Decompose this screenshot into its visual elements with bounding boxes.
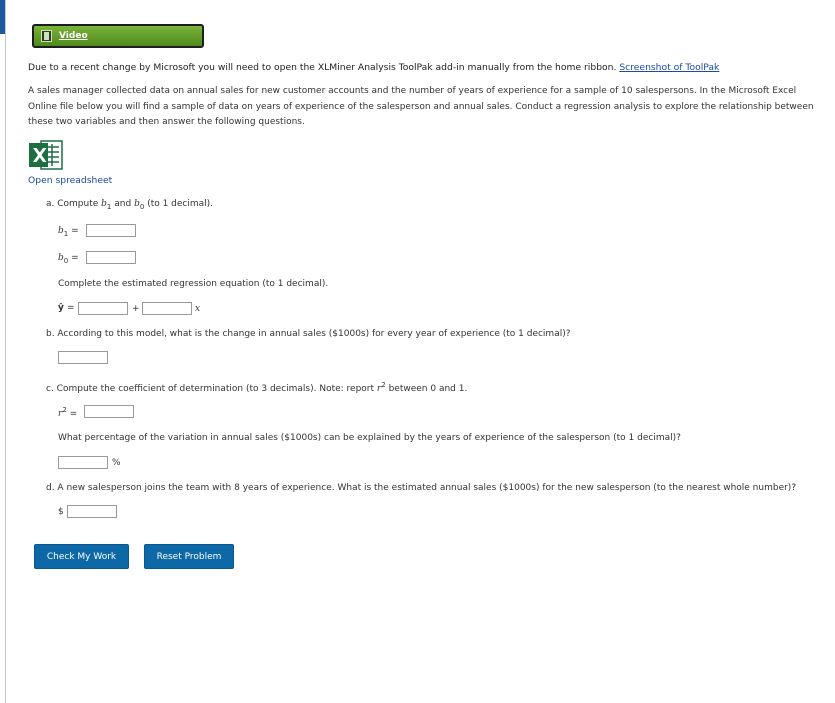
b1-var: b — [101, 199, 107, 209]
part-d-input[interactable] — [67, 505, 117, 518]
film-icon — [41, 30, 52, 42]
b0-eq: = — [71, 253, 79, 263]
part-c-suffix: between 0 and 1. — [388, 384, 468, 394]
part-d-prompt: d. A new salesperson joins the team with 8 years of experience. What is the estimated annual sales ($1000s) for the new salesperson (to the nearest whole number)? — [46, 483, 797, 493]
reset-problem-button[interactable]: Reset Problem — [144, 544, 234, 569]
toolpak-notice — [28, 62, 818, 74]
r2-input[interactable] — [84, 405, 134, 418]
part-a-prompt — [46, 199, 213, 211]
problem-intro: A sales manager collected data on annual sales for new customer accounts and the number of years of experience for a sample of 10 salespersons. In the Microsoft Excel Online file below you will find a sample of data on years of experience of the salesperson and annual sales. Conduct a regression analysis to explore the relationship between these two variables and then answer the following questions. — [28, 86, 814, 127]
b0-label-var: b — [58, 253, 64, 263]
part-a-suffix: (to 1 decimal). — [147, 199, 214, 209]
r-var: r — [376, 384, 382, 394]
yhat-symbol: ŷ — [58, 303, 64, 313]
excel-icon[interactable] — [29, 139, 63, 171]
b0-label — [58, 253, 79, 265]
b0-sub: 0 — [139, 202, 145, 211]
check-my-work-button[interactable]: Check My Work — [34, 544, 129, 569]
part-a-and: and — [114, 199, 132, 209]
part-c-prompt — [46, 381, 467, 394]
b0-input[interactable] — [86, 251, 136, 264]
b1-eq: = — [71, 226, 79, 236]
r2-label-var: r — [58, 409, 63, 419]
left-rail-accent — [0, 0, 5, 34]
slope-input[interactable] — [142, 302, 192, 315]
r-sup: 2 — [381, 381, 386, 389]
part-b-prompt: b. According to this model, what is the change in annual sales ($1000s) for every year of experience (to 1 decimal)? — [46, 329, 571, 339]
b0-label-sub: 0 — [63, 256, 69, 265]
yhat-label — [58, 303, 75, 313]
dollar-sign: $ — [58, 507, 64, 517]
left-rail — [0, 0, 6, 703]
r2-eq: = — [69, 409, 78, 419]
intercept-input[interactable] — [78, 302, 128, 315]
video-label: Video — [59, 31, 88, 41]
b1-label-sub: 1 — [63, 229, 69, 238]
r2-label-sup: 2 — [62, 406, 67, 414]
b1-label — [58, 226, 79, 238]
notice-text: Due to a recent change by Microsoft you will need to open the XLMiner Analysis ToolPak add-in manually from the home ribbon. — [28, 62, 620, 73]
b0-var: b — [134, 199, 140, 209]
b1-label-var: b — [58, 226, 64, 236]
part-a-prefix: a. Compute — [46, 199, 99, 209]
percent-input[interactable] — [58, 456, 108, 469]
x-var: x — [195, 304, 201, 314]
yhat-eq: = — [67, 303, 75, 313]
open-spreadsheet-link[interactable]: Open spreadsheet — [28, 175, 113, 186]
percent-prompt: What percentage of the variation in annual sales ($1000s) can be explained by the years of experience of the salesperson (to 1 decimal)? — [58, 433, 681, 443]
video-button[interactable] — [32, 24, 204, 48]
percent-sign: % — [112, 458, 121, 468]
toolpak-screenshot-link[interactable]: Screenshot of ToolPak — [619, 62, 720, 73]
r2-label — [58, 406, 77, 419]
regression-prompt: Complete the estimated regression equation (to 1 decimal). — [58, 279, 329, 289]
plus-sign: + — [132, 304, 140, 314]
b1-sub: 1 — [106, 202, 112, 211]
part-b-input[interactable] — [58, 351, 108, 364]
part-c-prefix: c. Compute the coefficient of determination (to 3 decimals). Note: report — [46, 384, 375, 394]
b1-input[interactable] — [86, 224, 136, 237]
